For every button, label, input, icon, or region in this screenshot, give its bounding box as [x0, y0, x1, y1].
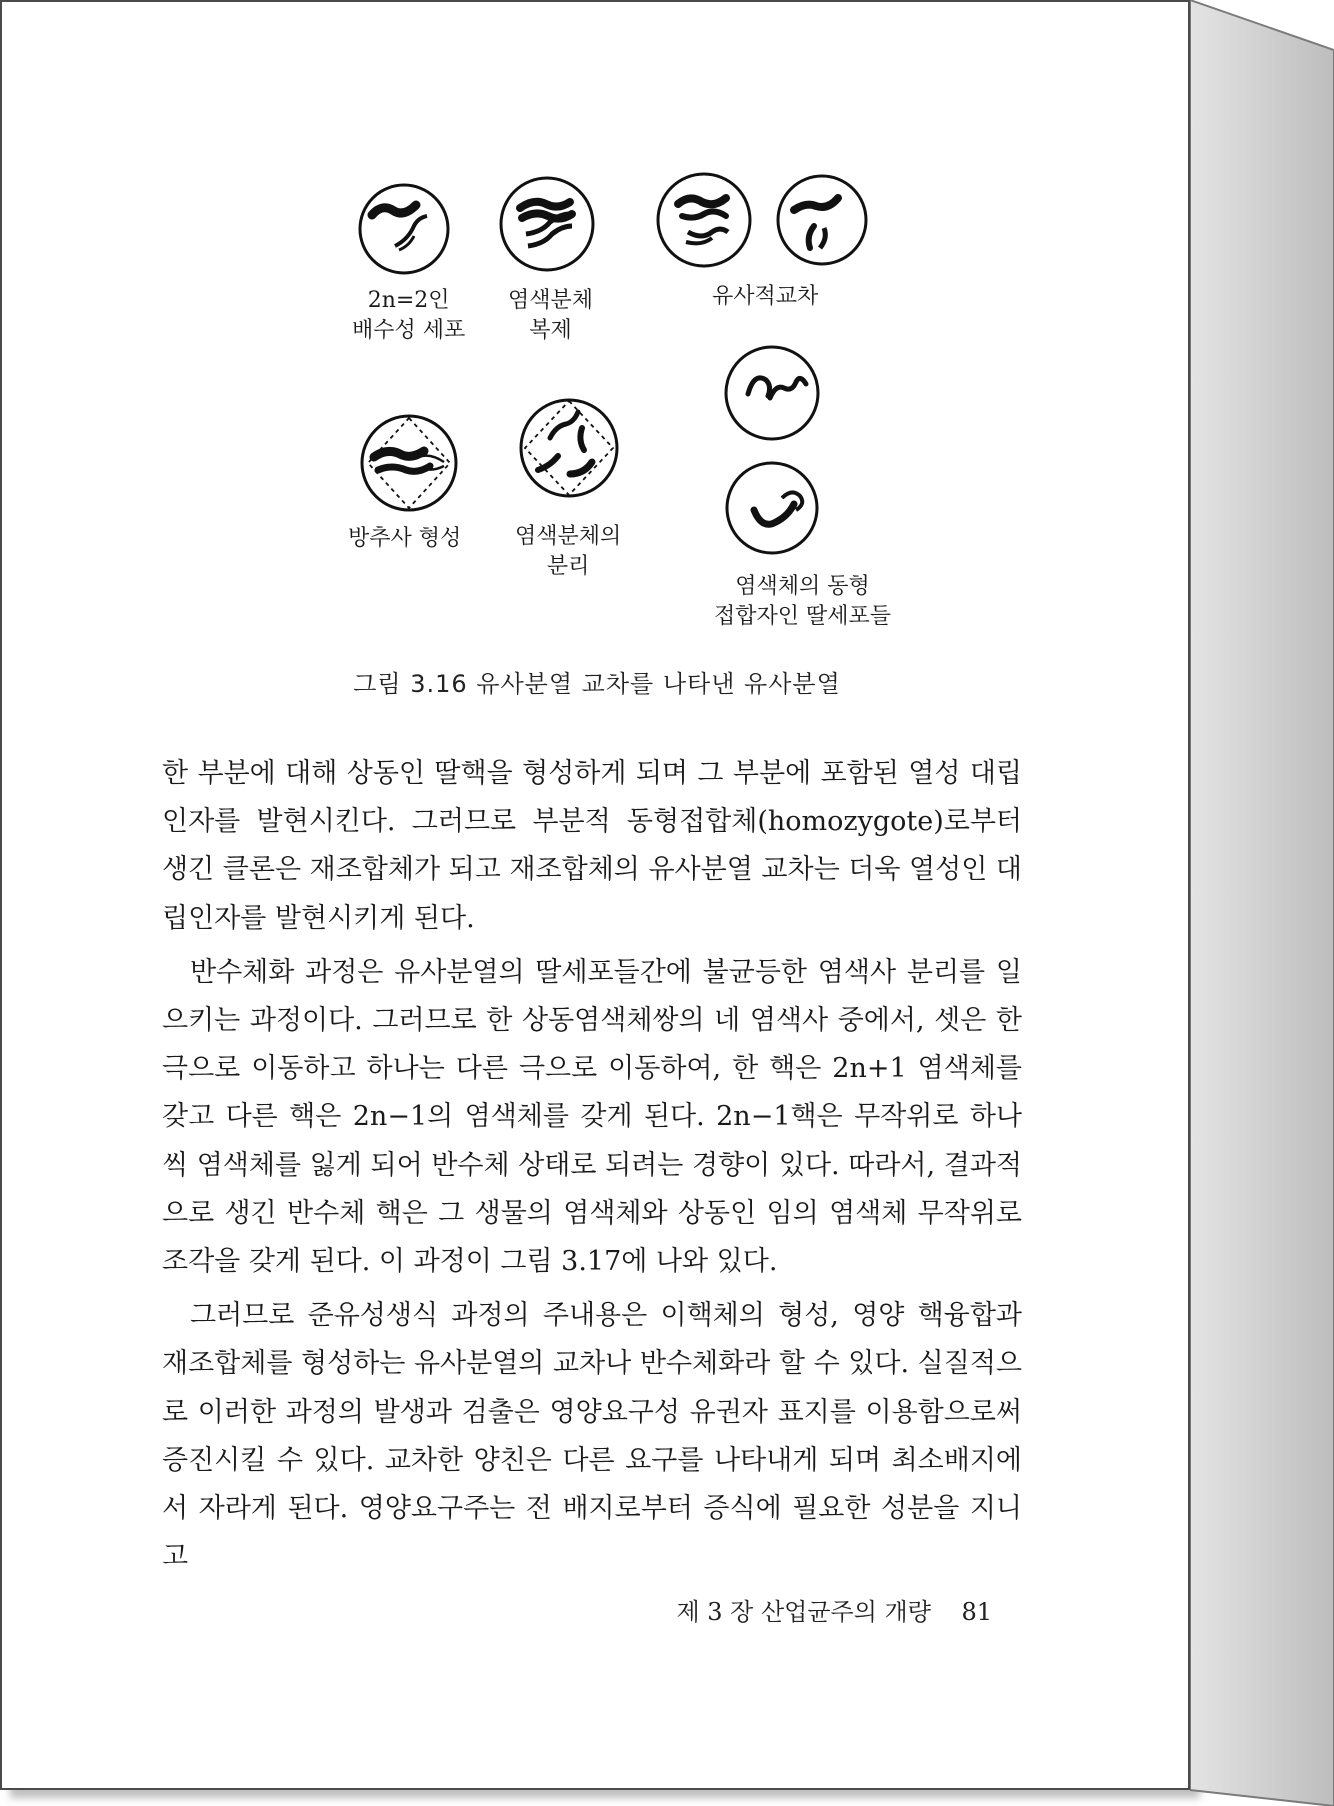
page-number: 81 — [961, 1598, 992, 1626]
replication-cell — [501, 178, 593, 270]
label-replication-line2: 복제 — [529, 318, 572, 343]
book-side-edge — [1190, 0, 1334, 1806]
spindle-cell — [362, 416, 456, 510]
label-replication — [508, 286, 593, 346]
chapter-title: 제 3 장 산업균주의 개량 — [676, 1598, 931, 1626]
label-replication-line1: 염색분체 — [508, 288, 594, 313]
label-crossover: 유사적교차 — [712, 284, 819, 309]
crossover-cell-1 — [658, 174, 750, 266]
daughter-cell-2 — [727, 463, 817, 553]
daughter-cell-1 — [726, 347, 818, 439]
label-diploid-cell — [352, 286, 465, 346]
crossover-cell-2 — [778, 176, 866, 264]
paragraph-2: 반수체화 과정은 유사분열의 딸세포들간에 불균등한 염색사 분리를 일으키는 과정이다. 그러므로 한 상동염색체쌍의 네 염색사 중에서, 셋은 한 극으로 이동하고 하나는 다른 극으로 이동하여, 한 핵은 2n+1 염색체를 갖고 다른 핵은 2n−1의 염색체를 갖게 된다. 2n−1핵은 무작위로 하나씩 염색체를 잃게 되어 반수체 상태로 되려는 경향이 있다. 따라서, 결과적으로 생긴 반수체 핵은 그 생물의 염색체와 상동인 임의 염색체 무작위로 조각을 갖게 된다. 이 과정이 그림 3.17에 나와 있다. — [162, 956, 1022, 1278]
label-separation-line2: 분리 — [546, 554, 590, 579]
label-daughter-line2: 접합자인 딸세포들 — [714, 604, 892, 629]
label-daughter-line1: 염색체의 동형 — [735, 574, 870, 599]
paragraph-3: 그러므로 준유성생식 과정의 주내용은 이핵체의 형성, 영양 핵융합과 재조합체를 형성하는 유사분열의 교차나 반수체화라 할 수 있다. 실질적으로 이러한 과정의 발생과 검출은 영양요구성 유권자 표지를 이용함으로써 증진시킬 수 있다. 교차한 양친은 다른 요구를 나타내게 되며 최소배지에서 자라게 된다. 영양요구주는 전 배지로부터 증식에 필요한 성분을 지니고 — [162, 1300, 1022, 1573]
paragraph-1: 한 부분에 대해 상동인 딸핵을 형성하게 되며 그 부분에 포함된 열성 대립인자를 발현시킨다. 그러므로 부분적 동형접합체(homozygote)로부터 생긴 클론은 재조합체가 되고 재조합체의 유사분열 교차는 더욱 열성인 대립인자를 발현시키게 된다. — [162, 758, 1022, 934]
mitotic-crossover-figure — [2, 2, 1192, 722]
body-text — [162, 750, 1022, 1587]
label-spindle: 방추사 형성 — [348, 526, 462, 551]
label-diploid-line1: 2n=2인 — [367, 288, 450, 313]
label-daughter-cells — [714, 572, 891, 632]
label-separation — [515, 522, 621, 582]
page-footer — [2, 1592, 992, 1627]
label-diploid-line2: 배수성 세포 — [352, 318, 466, 343]
separation-cell — [521, 400, 617, 496]
figure-caption: 그림 3.16 유사분열 교차를 나타낸 유사분열 — [353, 670, 841, 698]
label-separation-line1: 염색분체의 — [515, 524, 622, 549]
diploid-cell — [360, 185, 448, 273]
